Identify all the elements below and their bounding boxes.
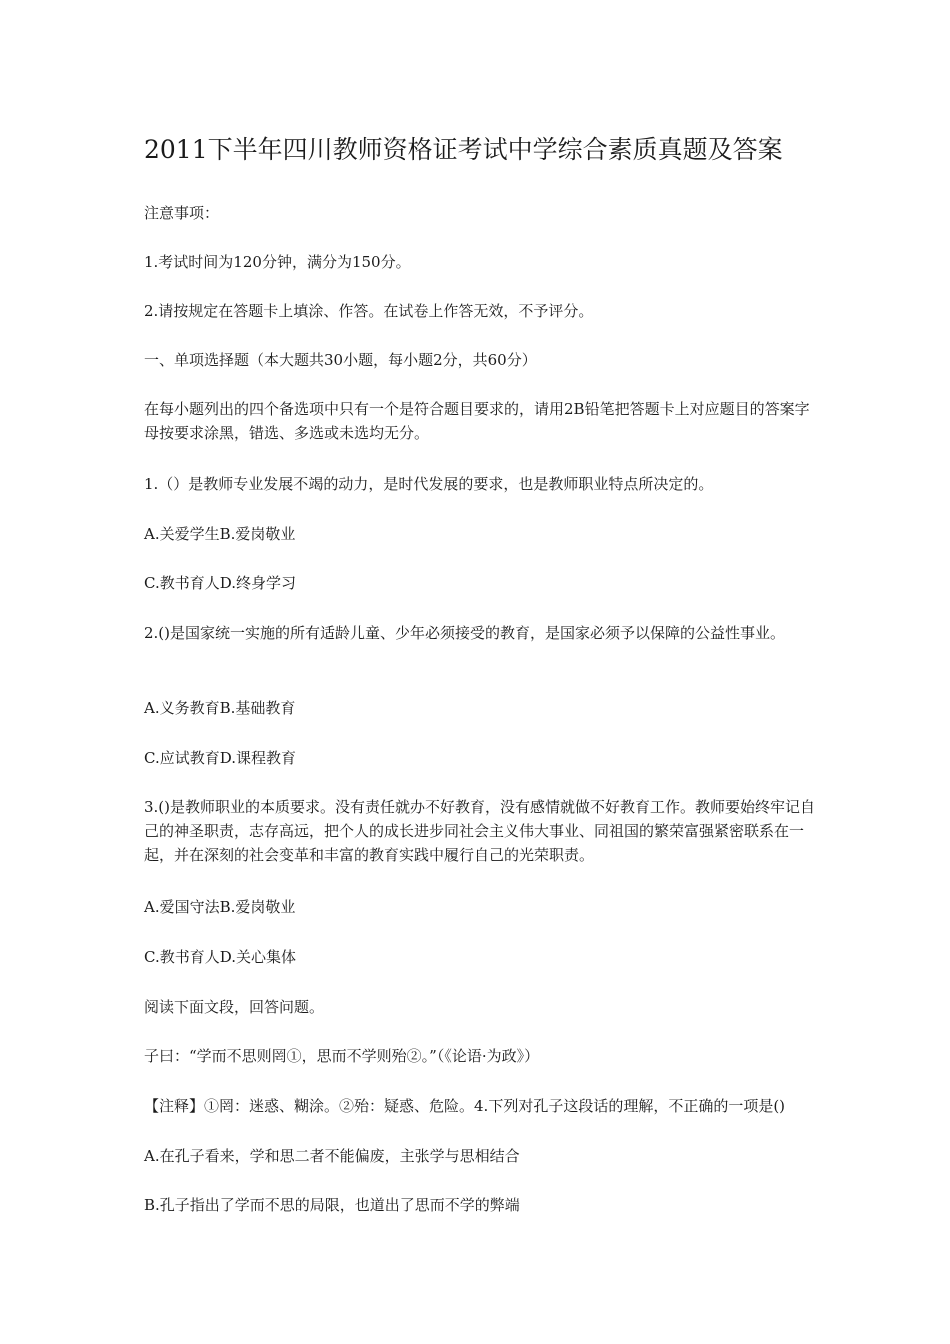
notice-item-2: 2.请按规定在答题卡上填涂、作答。在试卷上作答无效，不予评分。: [144, 302, 594, 320]
question-2-stem: 2.()是国家统一实施的所有适龄儿童、少年必须接受的教育，是国家必须予以保障的公益性事业。: [144, 624, 786, 642]
reading-quote: 子曰：“学而不思则罔①，思而不学则殆②。”（《论语·为政》）: [144, 1047, 540, 1065]
question-3-options-ab: A.爱国守法B.爱岗敬业: [144, 898, 296, 916]
notice-heading: 注意事项：: [144, 204, 220, 222]
question-3-stem: 3.()是教师职业的本质要求。没有责任就办不好教育，没有感情就做不好教育工作。教师要始终牢记自己的神圣职责，志存高远，把个人的成长进步同社会主义伟大事业、同祖国的繁荣富强紧密联系在一起，并在深刻的社会变革和丰富的教育实践中履行自己的光荣职责。: [144, 798, 816, 864]
notice-item-1: 1.考试时间为120分钟，满分为150分。: [144, 253, 411, 271]
reading-instruction: 阅读下面文段，回答问题。: [144, 998, 325, 1016]
question-2-options-ab: A.义务教育B.基础教育: [144, 699, 296, 717]
question-1-options-ab: A.关爱学生B.爱岗敬业: [144, 525, 296, 543]
question-1-stem: 1.（）是教师专业发展不竭的动力，是时代发展的要求，也是教师职业特点所决定的。: [144, 475, 714, 493]
question-1-options-cd: C.教书育人D.终身学习: [144, 574, 296, 592]
document-title: 2011下半年四川教师资格证考试中学综合素质真题及答案: [144, 135, 783, 164]
question-3-options-cd: C.教书育人D.关心集体: [144, 948, 296, 966]
question-4-option-a: A.在孔子看来，学和思二者不能偏废，主张学与思相结合: [144, 1147, 520, 1165]
reading-note-and-question-4: 【注释】①罔：迷惑、糊涂。②殆：疑惑、危险。4.下列对孔子这段话的理解，不正确的一项是(): [144, 1097, 786, 1115]
question-4-option-b: B.孔子指出了学而不思的局限，也道出了思而不学的弊端: [144, 1196, 520, 1214]
question-2-options-cd: C.应试教育D.课程教育: [144, 749, 296, 767]
section-instruction: 在每小题列出的四个备选项中只有一个是符合题目要求的，请用2B铅笔把答题卡上对应题目的答案字母按要求涂黑，错选、多选或未选均无分。: [144, 400, 810, 442]
section-heading: 一、单项选择题（本大题共30小题，每小题2分，共60分）: [144, 351, 537, 369]
